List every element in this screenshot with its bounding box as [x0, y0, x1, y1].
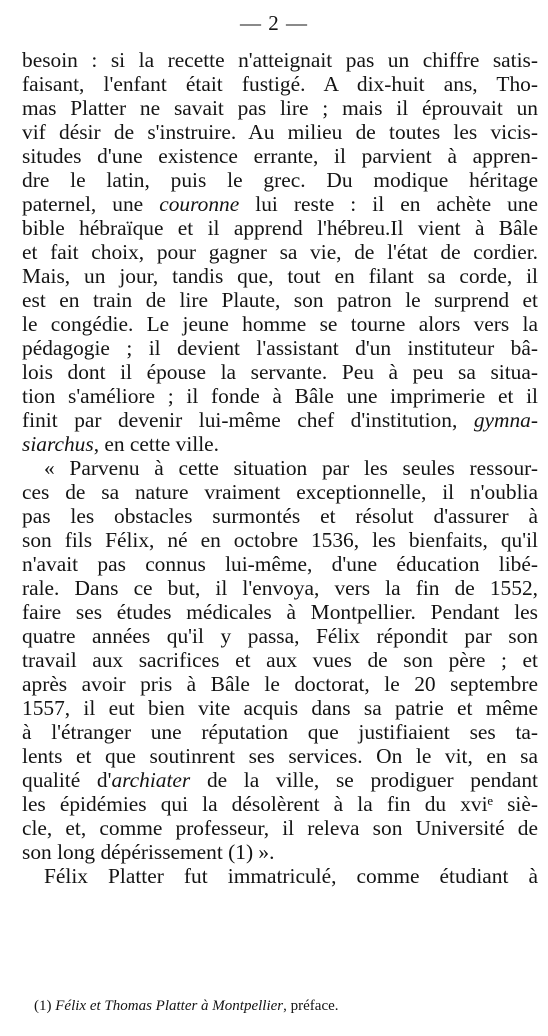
- footnote-rest: , préface.: [283, 998, 339, 1014]
- footnote: [34, 996, 339, 1016]
- text-line: ces de sa nature vraiment exceptionnelle, il n'oublia: [22, 480, 538, 504]
- text-line: les épidémies qui la désolèrent à la fin du xviᵉ siè-: [22, 792, 538, 816]
- text-segment: finit par devenir lui-même chef d'institution,: [22, 408, 474, 432]
- text-line: pédagogie ; il devient l'assistant d'un instituteur bâ-: [22, 336, 538, 360]
- text-line: quatre années qu'il y passa, Félix répondit par son: [22, 624, 538, 648]
- text-line: Félix Platter fut immatriculé, comme étudiant à: [44, 864, 538, 888]
- text-line: son long dépérissement (1) ».: [22, 840, 275, 864]
- text-line: lents et que soutinrent ses services. On le vit, en sa: [22, 744, 538, 768]
- text-segment: paternel, une: [22, 192, 160, 216]
- footnote-title: Félix et Thomas Platter à Montpellier: [55, 998, 284, 1014]
- text-line: n'avait pas connus lui-même, d'une éducation libé-: [22, 552, 538, 576]
- text-line: [22, 192, 538, 216]
- text-line: [22, 408, 538, 432]
- text-line: et fait choix, pour gagner sa vie, de l'état de cordier.: [22, 240, 538, 264]
- text-line: mas Platter ne savait pas lire ; mais il éprouvait un: [22, 96, 538, 120]
- text-line: [22, 432, 538, 456]
- text-line: pas les obstacles surmontés et résolut d'assurer à: [22, 504, 538, 528]
- text-line: à l'étranger une réputation que justifiaient ses ta-: [22, 720, 538, 744]
- text-line: cle, et, comme professeur, il releva son Université de: [22, 816, 538, 840]
- page-number: — 2 —: [240, 11, 308, 35]
- text-line: tion s'améliore ; il fonde à Bâle une imprimerie et il: [22, 384, 538, 408]
- text-line: situdes d'une existence errante, il parvient à appren-: [22, 144, 538, 168]
- text-line: travail aux sacrifices et aux vues de son père ; et: [22, 648, 538, 672]
- text-segment: , en cette ville.: [93, 432, 220, 456]
- text-line: besoin : si la recette n'atteignait pas un chiffre satis-: [22, 48, 538, 72]
- text-segment: de la ville, se prodiguer pendant: [190, 768, 538, 792]
- text-segment: qualité d': [22, 768, 112, 792]
- text-line: 1557, il eut bien vite acquis dans sa patrie et même: [22, 696, 538, 720]
- text-line: après avoir pris à Bâle le doctorat, le 20 septembre: [22, 672, 538, 696]
- italic-term: archiater: [111, 768, 191, 792]
- text-line: dre le latin, puis le grec. Du modique héritage: [22, 168, 538, 192]
- text-line: le congédie. Le jeune homme se tourne alors vers la: [22, 312, 538, 336]
- body-text: [22, 48, 538, 888]
- text-line: rale. Dans ce but, il l'envoya, vers la fin de 1552,: [22, 576, 538, 600]
- text-line: faire ses études médicales à Montpellier. Pendant les: [22, 600, 538, 624]
- footnote-marker: (1): [34, 998, 52, 1014]
- text-segment: lui reste : il en achète une: [239, 192, 538, 216]
- text-line: vif désir de s'instruire. Au milieu de toutes les vicis-: [22, 120, 538, 144]
- italic-term: gymna-: [473, 408, 538, 432]
- text-line: [22, 768, 538, 792]
- text-line: son fils Félix, né en octobre 1536, les bienfaits, qu'il: [22, 528, 538, 552]
- text-line: bible hébraïque et il apprend l'hébreu.Il vient à Bâle: [22, 216, 538, 240]
- italic-term: siarchus: [22, 432, 94, 456]
- text-line: est en train de lire Plaute, son patron le surprend et: [22, 288, 538, 312]
- text-line: faisant, l'enfant était fustigé. A dix-huit ans, Tho-: [22, 72, 538, 96]
- text-line: lois dont il épouse la servante. Peu à peu sa situa-: [22, 360, 538, 384]
- italic-term: couronne: [159, 192, 240, 216]
- text-line: « Parvenu à cette situation par les seules ressour-: [44, 456, 538, 480]
- text-line: Mais, un jour, tandis que, tout en filant sa corde, il: [22, 264, 538, 288]
